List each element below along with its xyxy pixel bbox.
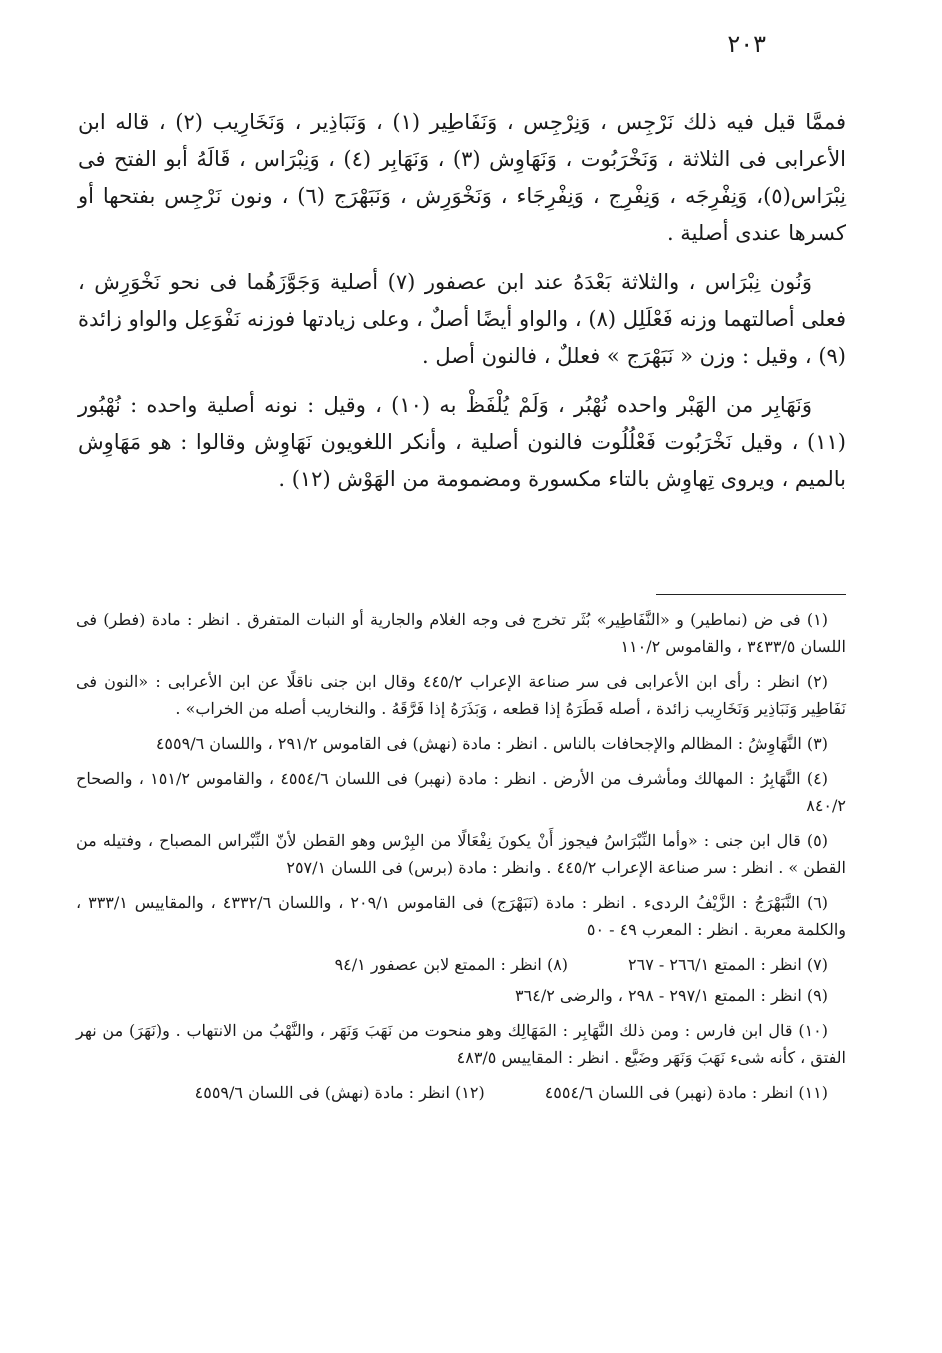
footnote-pair: [76, 1079, 846, 1106]
body-paragraph: فممَّا قيل فيه ذلك نَرْجِس ، وَنِرْجِس ، وَنَفَاطِير (١) ، وَنَبَاذِير ، وَنَخَارِيب (٢) ، قاله ابن الأعرابى فى الثلاثة ، وَنَخْرَبُوت ، وَنَهَاوِش (٣) ، وَنَهَابِر (٤) ، وَنِبْرَاس ، قَالَهُ أبو الفتح فى نِبْرَاس(٥)، وَنِفْرِجَه ، وَنِفْرِج ، وَنِفْرِجَاء ، وَنَخْوَرِش ، وَنَبَهْرَج (٦) ، ونون نَرْجِس بفتحها أو كسرها عندى أصلية .: [78, 110, 847, 245]
footnote-separator: [656, 594, 846, 595]
footnote: (١٢) انظر : مادة (نهش) فى اللسان ٤٥٥٩/٦: [194, 1083, 485, 1102]
main-text: [78, 104, 846, 510]
page-number: ٢٠٣: [727, 30, 766, 58]
footnotes: [76, 606, 846, 1110]
footnote: (٢) انظر : رأى ابن الأعرابى فى سر صناعة الإعراب ٤٤٥/٢ وقال ابن جنى ناقلًا عن ابن الأعرابى : «النون فى نَفَاطِير وَنَبَاذِير وَنَخَارِيب زائدة ، أصله فَطَرَهُ إذا قطعه ، وَبَذَرَهُ إذا فَرَّقَهُ . والنخاريب أصله من الخراب» .: [76, 672, 846, 718]
footnote: (٥) قال ابن جنى : «وأما النِّبْرَاسُ فيجوز أَنْ يكونَ نِفْعَالًا من البِرْس وهو القطن لأنّ النِّبْراس المصباح ، وفتيله من القطن » . انظر : سر صناعة الإعراب ٤٤٥/٢ . وانظر : مادة (برس) فى اللسان ٢٥٧/١: [76, 831, 846, 877]
body-paragraph: وَنُون نِبْرَاس ، والثلاثة بَعْدَهُ عند ابن عصفور (٧) أصلية وَجَوَّزَهُما فى نحو نَخْوَرِش ، فعلى أصالتهما وزنه فَعْلَلِل (٨) ، والواو أيضًا أصلٌ ، وعلى زيادتها فوزنه نَفْوَعِل والواو زائدة (٩) ، وقيل : وزن « نَبَهْرَج » فعللٌ ، فالنون أصل .: [78, 270, 846, 368]
footnote: (١١) انظر : مادة (نهبر) فى اللسان ٤٥٥٤/٦: [544, 1083, 828, 1102]
footnote: (٩) انظر : الممتع ٢٩٧/١ - ٢٩٨ ، والرضى ٣٦٤/٢: [515, 986, 828, 1005]
footnote: (١٠) قال ابن فارس : ومن ذلك النَّهَابِر : المَهَالِك وهو منحوت من نَهَبَ وَنَهَر ، والنَّهْبُ من الانتهاب . و(نَهَرَ) من نهر الفتق ، كأنه شىء نَهَبَ وَنَهَر وضَيَّع . انظر : المقاييس ٤٨٣/٥: [76, 1021, 846, 1067]
footnote: (٣) النَّهَاوِشُ : المظالم والإجحافات بالناس . انظر : مادة (نهش) فى القاموس ٢٩١/٢ ، واللسان ٤٥٥٩/٦: [155, 734, 828, 753]
footnote: (٨) انظر : الممتع لابن عصفور ٩٤/١: [334, 955, 569, 974]
footnote: (٦) النَّبَهْرَجُ : الزَّيْفُ الردىء . انظر : مادة (نَبَهْرَج) فى القاموس ٢٠٩/١ ، واللسان ٤٣٣٢/٦ ، والمقاييس ٣٣٣/١ ، والكلمة معربة . انظر : المعرب ٤٩ - ٥٠: [76, 893, 846, 939]
footnote: (١) فى ض (نماطير) و «النَّفَاطِير» بُثَر تخرج فى وجه الغلام والجارية أو النبات المتفرق . انظر : مادة (فطر) فى اللسان ٣٤٣٣/٥ ، والقاموس ١١٠/٢: [76, 610, 846, 656]
body-paragraph: وَنَهَابِر من الهَبْر واحده نُهْبُر ، وَلَمْ يُلْفَظْ به (١٠) ، وقيل : نونه أصلية واحده : نُهْبُور (١١) ، وقيل نَخْرَبُوت فَعْلُلُوت فالنون أصلية ، وأنكر اللغويون نَهَاوِش وقالوا : هو مَهَاوِش بالميم ، ويروى تِهاوِش بالتاء مكسورة ومضمومة من الهَوْش (١٢) .: [78, 393, 846, 491]
footnote-pair: [76, 951, 846, 978]
footnote: (٧) انظر : الممتع ٢٦٦/١ - ٢٦٧: [628, 955, 828, 974]
footnote: (٤) النَّهَابِرُ : المهالك ومأشرف من الأرض . انظر : مادة (نهبر) فى اللسان ٤٥٥٤/٦ ، والقاموس ١٥١/٢ ، والصحاح ٨٤٠/٢: [76, 769, 846, 815]
